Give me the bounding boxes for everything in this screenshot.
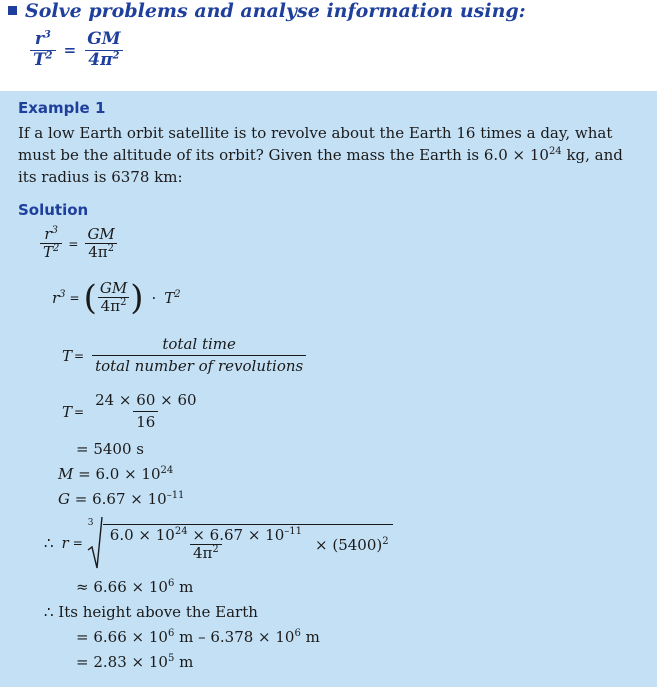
step1-t-exp: 2 (53, 243, 60, 255)
step1-t: T (43, 243, 54, 262)
step-5: = 5400 s (76, 440, 144, 458)
formula-t: T (33, 49, 46, 70)
step-9 (76, 578, 193, 596)
step1-4pi: 4π (88, 243, 108, 262)
root-tail: × (5400) (315, 535, 383, 554)
root-index: 3 (87, 518, 94, 528)
step1-rhs (84, 226, 117, 262)
step11-b-exp: 6 (294, 628, 301, 639)
step4-num: 24 × 60 × 60 (95, 391, 197, 409)
problem-exp: 24 (548, 146, 562, 157)
step7-value: = 6.67 × 10 (69, 490, 167, 508)
root-den-exp: 2 (212, 544, 219, 555)
step6-value: = 6.0 × 10 (73, 465, 161, 483)
therefore-icon: ∴ (44, 534, 54, 552)
step12-c: m (174, 653, 194, 671)
step12-a: = 2.83 × 10 (76, 653, 168, 671)
formula-4pi: 4π (88, 49, 113, 70)
formula-t-exp: 2 (45, 49, 53, 61)
step1-4pi-exp: 2 (107, 243, 115, 255)
step11-a: = 6.66 × 10 (76, 628, 168, 646)
step2-r-exp: 3 (59, 288, 66, 300)
step-6 (58, 465, 173, 483)
step11-b: m – 6.378 × 10 (174, 628, 295, 646)
formula-gm: GM (87, 29, 121, 49)
radical-icon (87, 516, 103, 570)
step1-gm: GM (87, 225, 115, 243)
example-title: Example 1 (18, 99, 106, 117)
step1-equals: = (68, 236, 79, 251)
root-sign-icon (87, 516, 103, 570)
step9-value: ≈ 6.66 × 10 (76, 578, 168, 596)
problem-part1: If a low Earth orbit satellite is to revolve about the Earth 16 times a day, what must be the altitude of its orbit? Given the mass the Earth is 6.0 × 10 (18, 124, 613, 164)
step7-g: G (58, 490, 70, 508)
step11-a-exp: 6 (167, 628, 175, 639)
step3-den: total number of revolutions (92, 355, 306, 375)
square-bullet-icon (8, 6, 17, 15)
formula-equals: = (63, 41, 77, 60)
step-3 (62, 336, 306, 376)
step4-t: T (62, 402, 73, 421)
root-tail-exp: 2 (382, 535, 389, 547)
step-8 (44, 516, 393, 570)
step9-unit: m (174, 578, 194, 596)
step-11 (76, 628, 320, 646)
step2-paren-group (83, 277, 144, 318)
step-10: ∴ Its height above the Earth (44, 603, 258, 621)
step3-num: total time (162, 335, 236, 353)
step2-4pi: 4π (100, 297, 121, 316)
step2-t: T (164, 288, 175, 307)
left-paren-icon: ( (83, 277, 97, 318)
formula-r-exp: 3 (43, 29, 51, 41)
step-7 (58, 490, 184, 508)
root-body (103, 524, 393, 563)
step11-c: m (300, 628, 320, 646)
step4-den: 16 (133, 411, 158, 431)
root-num-a: 6.0 × 10 (109, 525, 175, 544)
step-12 (76, 653, 193, 671)
step1-lhs (40, 226, 62, 262)
problem-part2: kg, and its radius is 6378 km: (18, 146, 623, 186)
formula-lhs (30, 30, 56, 70)
root-num-a-exp: 24 (174, 525, 188, 537)
root-den: 4π (193, 544, 213, 562)
solution-title: Solution (18, 201, 89, 219)
section-heading (8, 0, 526, 26)
root-num-b: × 6.67 × 10 (187, 525, 285, 544)
step7-exp: –11 (166, 490, 185, 501)
step3-equals: = (74, 348, 85, 363)
step3-t: T (62, 346, 73, 365)
formula-rhs (84, 30, 123, 70)
step2-t-exp: 2 (174, 288, 181, 300)
root-frac (107, 527, 305, 563)
kepler-formula (30, 30, 124, 70)
root-num-b-exp: –11 (284, 525, 302, 537)
step2-r: r (52, 288, 60, 307)
step-1 (40, 226, 118, 262)
step3-frac (92, 336, 306, 376)
cube-root (87, 516, 393, 570)
step1-r: r (44, 225, 52, 243)
step1-r-exp: 3 (51, 225, 58, 236)
step2-frac (97, 280, 130, 316)
step2-dot: · (151, 288, 157, 307)
formula-4pi-exp: 2 (112, 49, 120, 61)
step9-exp: 6 (167, 578, 175, 589)
right-paren-icon: ) (130, 277, 144, 318)
step8-equals: = (72, 536, 83, 550)
step2-4pi-exp: 2 (120, 297, 127, 309)
step2-equals: = (69, 290, 80, 305)
step6-exp: 24 (160, 465, 174, 476)
step2-gm: GM (99, 279, 128, 297)
problem-text (18, 122, 643, 188)
step-2 (52, 277, 181, 318)
step12-a-exp: 5 (167, 653, 175, 664)
step4-equals: = (74, 404, 85, 419)
step8-r: r (61, 534, 69, 552)
formula-r: r (34, 29, 44, 49)
step6-m: M (58, 465, 74, 483)
step-4 (62, 392, 200, 432)
step4-frac (92, 392, 199, 432)
section-heading-text: Solve problems and analyse information using: (25, 0, 526, 22)
